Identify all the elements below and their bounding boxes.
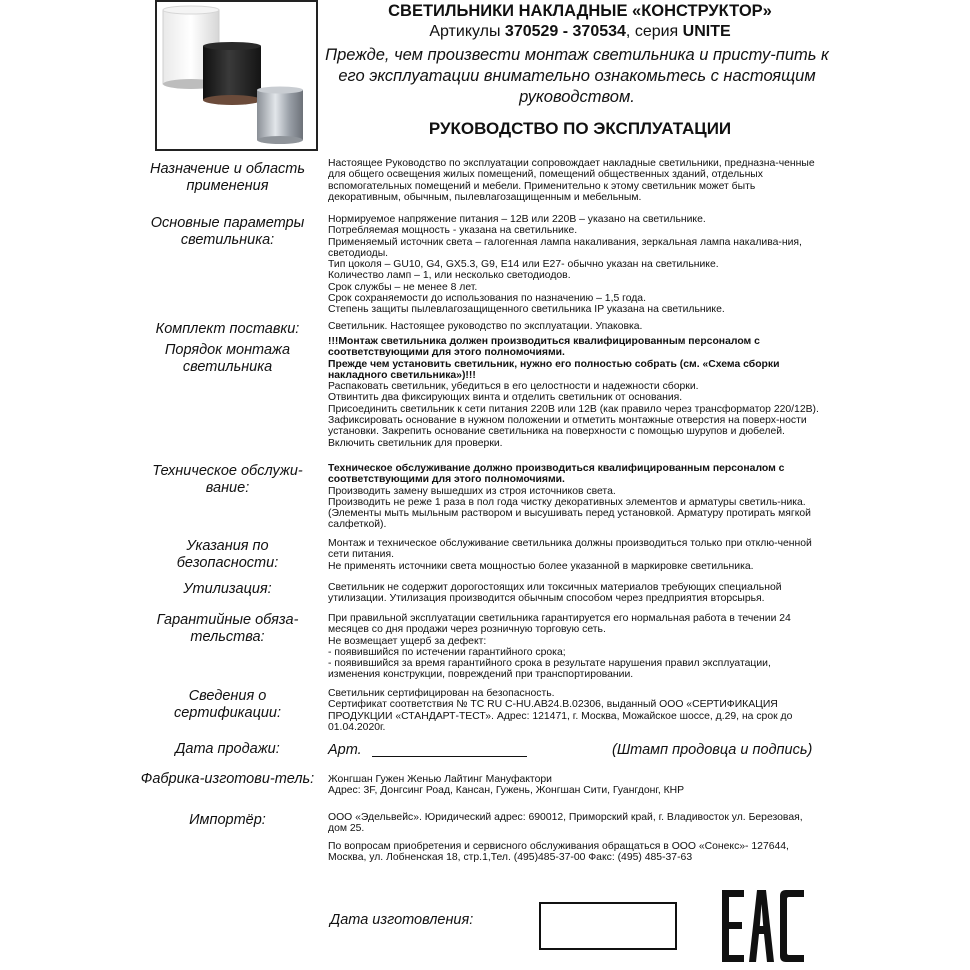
label-importer: Импортёр: (189, 812, 266, 828)
sale-article-label: Арт. (328, 742, 362, 758)
label-manufacturer: Фабрика-изготови-тель: (140, 771, 315, 787)
seller-stamp-label: (Штамп продовца и подпись) (612, 742, 813, 758)
articles-line (330, 23, 830, 41)
eac-logo (720, 888, 808, 964)
label-disposal: Утилизация: (183, 581, 272, 597)
articles-value: 370529 - 370534 (504, 23, 626, 40)
text-purpose: Настоящее Руководство по эксплуатации сопровождает накладные светильники, предназна-ченные для общего освещения жилых помещений, помещений общественных зданий, отдельных вспомогательных помещений и мебели. Применительно к этому светильник может быть декоративным, обычным, пылевлагозащищенным и мебельным. (328, 158, 815, 203)
manufacturer-line: Жонгшан Гужен Женью Лайтинг Мануфактори (328, 774, 552, 785)
label-certification: Сведения о сертификации: (173, 688, 282, 721)
manual-title: РУКОВОДСТВО ПО ЭКСПЛУАТАЦИИ (428, 119, 732, 138)
text-params (328, 214, 820, 316)
text-safety (328, 538, 820, 572)
param-line: Количество ламп – 1, или несколько светодиодов. (328, 270, 571, 282)
manufacturer-line: Адрес: 3F, Донгсинг Роад, Кансан, Гужень, Жонгшан Сити, Гуангдонг, КНР (328, 785, 685, 797)
warranty-line: - появившийся за время гарантийного срока в результате нарушения правил эксплуатации, изменения конструкции, повреждений при транспортировании. (328, 658, 771, 681)
cert-line: Сертификат соответствия № ТС RU C-HU.АВ24.В.02306, выданный ООО «СЕРТИФИКАЦИЯ ПРОДУКЦИИ «СТАНДАРТ-ТЕСТ». Адрес: 121471, г. Москва, Можайское шоссе, д.29, на срок до 01.04.2020г. (328, 699, 793, 733)
safety-line: Монтаж и техническое обслуживание светильника должны производиться только при отклю-ченной сети питания. (328, 538, 812, 561)
intro-text: Прежде, чем произвести монтаж светильника и присту-пить к его эксплуатации внимательно ознакомьтесь с настоящим руководством. (325, 46, 829, 106)
label-sale-date: Дата продажи: (175, 741, 280, 757)
warranty-line: - появившийся по истечении гарантийного срока; (328, 646, 566, 658)
label-mounting: Порядок монтажа светильника (164, 342, 291, 375)
safety-line: Не применять источники света мощностью более указанной в маркировке светильника. (328, 560, 754, 572)
document-title: СВЕТИЛЬНИКИ НАКЛАДНЫЕ «КОНСТРУКТОР» (388, 2, 772, 20)
series-name: UNITE (682, 23, 731, 40)
param-line: Срок службы – не менее 8 лет. (328, 281, 478, 293)
text-warranty (328, 613, 820, 681)
param-line: Срок сохраняемости до использования по назначению – 1,5 года. (328, 293, 646, 305)
param-line: Потребляемая мощность - указана на светильнике. (328, 225, 578, 237)
warranty-line: Не возмещает ущерб за дефект: (328, 635, 487, 647)
param-line: Тип цоколя – GU10, G4, GX5.3, G9, E14 или E27- обычно указан на светильнике. (328, 259, 719, 271)
text-service (328, 463, 820, 531)
mounting-step: Распаковать светильник, убедиться в его целостности и надежности сборки. (328, 381, 699, 393)
param-line: Применяемый источник света – галогенная лампа накаливания, зеркальная лампа накалива-ния, светодиоды. (328, 236, 802, 259)
text-importer (328, 812, 820, 863)
service-warning: Техническое обслуживание должно производиться квалифицированным персоналом с соответствующими для этого полномочиями. (328, 463, 785, 486)
manufacture-date-box (539, 902, 677, 950)
mounting-step: Присоединить светильник к сети питания 220В или 12В (как правило через трансформатор 220/12В). (328, 403, 819, 415)
label-manufacture-date: Дата изготовления: (330, 912, 474, 928)
label-params: Основные параметры светильника: (150, 215, 305, 248)
label-service: Техническое обслужи-вание: (152, 463, 303, 496)
param-line: Степень защиты пылевлагозащищенного светильника IP указана на светильнике. (328, 304, 725, 316)
product-photo (155, 0, 318, 151)
series-prefix: , серия (625, 23, 683, 40)
param-line: Нормируемое напряжение питания – 12В или 220В – указано на светильнике. (328, 214, 706, 225)
text-manufacturer (328, 774, 820, 797)
mounting-step: Отвинтить два фиксирующих винта и отделить светильник от основания. (328, 392, 683, 404)
label-safety: Указания по безопасности: (176, 538, 279, 571)
service-line: Производить не реже 1 раза в пол года чистку декоративных элементов и арматуры светиль-ника. (Элементы мыть мыльным раствором и высушивать перед установкой. Арматуру протирать мягкой салфеткой). (328, 496, 811, 531)
text-kit: Светильник. Настоящее руководство по эксплуатации. Упаковка. (328, 321, 643, 332)
label-purpose: Назначение и область применения (150, 161, 305, 194)
label-warranty: Гарантийные обяза-тельства: (156, 612, 299, 645)
warranty-line: При правильной эксплуатации светильника гарантируется его нормальная работа в течении 24 месяцев со дня продажи через розничную торговую сеть. (328, 613, 791, 636)
mounting-warning: Прежде чем установить светильник, нужно его полностью собрать (см. «Схема сборки накладного светильника»)!!! (328, 358, 780, 381)
sale-article-line (372, 756, 527, 757)
text-disposal: Светильник не содержит дорогостоящих или токсичных материалов требующих специальной утилизации. Утилизация производится обычным способом через предприятия вторсырья. (328, 582, 782, 605)
text-certification (328, 688, 820, 733)
label-kit: Комплект поставки: (155, 321, 300, 337)
cert-line: Светильник сертифицирован на безопасность. (328, 688, 555, 699)
service-line: Производить замену вышедших из строя источников света. (328, 485, 616, 497)
mounting-warning: !!!Монтаж светильника должен производиться квалифицированным персоналом с соответствующими для этого полномочиями. (328, 336, 760, 359)
importer-line: По вопросам приобретения и сервисного обслуживания обращаться в ООО «Сонекс»- 127644, Москва, ул. Лобненская 18, стр.1,Тел. (495)485-37-00 Факс: (495) 485-37-63 (328, 840, 789, 863)
text-mounting (328, 336, 820, 449)
mounting-step: Зафиксировать основание в нужном положении и отметить монтажные отверстия на поверх-ности установки. Закрепить основание светильника на поверхности с помощью шурупов и дюбелей. Включить светильник для проверки. (328, 415, 807, 449)
importer-line: ООО «Эдельвейс». Юридический адрес: 690012, Приморский край, г. Владивосток ул. Березовая, дом 25. (328, 812, 803, 835)
articles-prefix: Артикулы (429, 23, 505, 40)
